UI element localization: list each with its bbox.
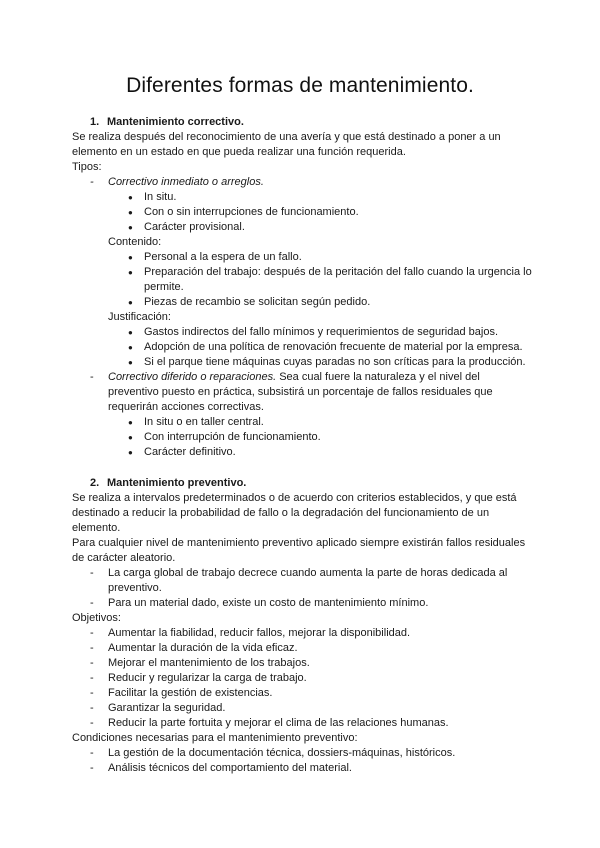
page-title: Diferentes formas de mantenimiento. — [126, 74, 474, 97]
bullet-item: ● In situ o en taller central. — [72, 415, 532, 430]
paragraph: Se realiza después del reconocimiento de una avería y que está destinado a poner a un elemento en un estado en que pueda realizar una función requerida. — [72, 131, 501, 158]
label-tipos: Tipos: — [72, 161, 102, 173]
bullet-item: ● Personal a la espera de un fallo. — [72, 250, 532, 265]
section-heading-preventivo — [72, 476, 532, 491]
dash-item: - Para un material dado, existe un costo de mantenimiento mínimo. — [72, 596, 532, 611]
bullet-item: ● Carácter definitivo. — [72, 445, 532, 460]
dash-item: - Reducir la parte fortuita y mejorar el clima de las relaciones humanas. — [72, 716, 532, 731]
bullet-item: ● Con o sin interrupciones de funcionamiento. — [72, 205, 532, 220]
bullet-item: ● Gastos indirectos del fallo mínimos y requerimientos de seguridad bajos. — [72, 325, 532, 340]
dash-item-label: Correctivo diferido o reparaciones. — [108, 371, 277, 383]
spacer — [72, 460, 532, 474]
dash-item: - Análisis técnicos del comportamiento del material. — [72, 761, 532, 776]
dash-item: - Aumentar la fiabilidad, reducir fallos, mejorar la disponibilidad. — [72, 626, 532, 641]
bullet-item: ● In situ. — [72, 190, 532, 205]
section-number: 2. — [90, 477, 100, 489]
paragraph: Se realiza a intervalos predeterminados o de acuerdo con criterios establecidos, y que está destinado a reducir la probabilidad de fallo o la degradación del funcionamiento de un elemento. — [72, 492, 517, 534]
bullet-item: ● Carácter provisional. — [72, 220, 532, 235]
bullet-item: ● Piezas de recambio se solicitan según pedido. — [72, 295, 532, 310]
label-objetivos: Objetivos: — [72, 612, 121, 624]
section-number: 1. — [90, 116, 100, 128]
dash-item: - La gestión de la documentación técnica, dossiers-máquinas, históricos. — [72, 746, 532, 761]
dash-item-text: Sea cual fuere la naturaleza y el nivel del preventivo puesto en práctica, subsistirá un porcentaje de fallos residuales que requerirán acciones correctivas. — [108, 371, 493, 413]
dash-item: - Garantizar la seguridad. — [72, 701, 532, 716]
document-body — [72, 113, 532, 776]
bullet-item: ● Preparación del trabajo: después de la peritación del fallo cuando la urgencia lo permite. — [72, 265, 532, 295]
dash-item: - Aumentar la duración de la vida eficaz. — [72, 641, 532, 656]
section-heading-correctivo — [72, 115, 532, 130]
dash-item — [72, 370, 532, 415]
bullet-item: ● Si el parque tiene máquinas cuyas paradas no son críticas para la producción. — [72, 355, 532, 370]
dash-item: - La carga global de trabajo decrece cuando aumenta la parte de horas dedicada al preventivo. — [72, 566, 532, 596]
label-contenido: Contenido: — [108, 236, 162, 248]
section-title: Mantenimiento correctivo. — [107, 116, 244, 128]
label-condiciones: Condiciones necesarias para el mantenimiento preventivo: — [72, 732, 358, 744]
dash-item: - Reducir y regularizar la carga de trabajo. — [72, 671, 532, 686]
dash-item: - Mejorar el mantenimiento de los trabajos. — [72, 656, 532, 671]
section-title: Mantenimiento preventivo. — [107, 477, 247, 489]
paragraph: Para cualquier nivel de mantenimiento preventivo aplicado siempre existirán fallos residuales de carácter aleatorio. — [72, 537, 526, 564]
bullet-item: ● Adopción de una política de renovación frecuente de material por la empresa. — [72, 340, 532, 355]
dash-item: - Correctivo inmediato o arreglos. — [72, 175, 532, 190]
label-justificacion: Justificación: — [108, 311, 171, 323]
dash-item: - Facilitar la gestión de existencias. — [72, 686, 532, 701]
bullet-item: ● Con interrupción de funcionamiento. — [72, 430, 532, 445]
